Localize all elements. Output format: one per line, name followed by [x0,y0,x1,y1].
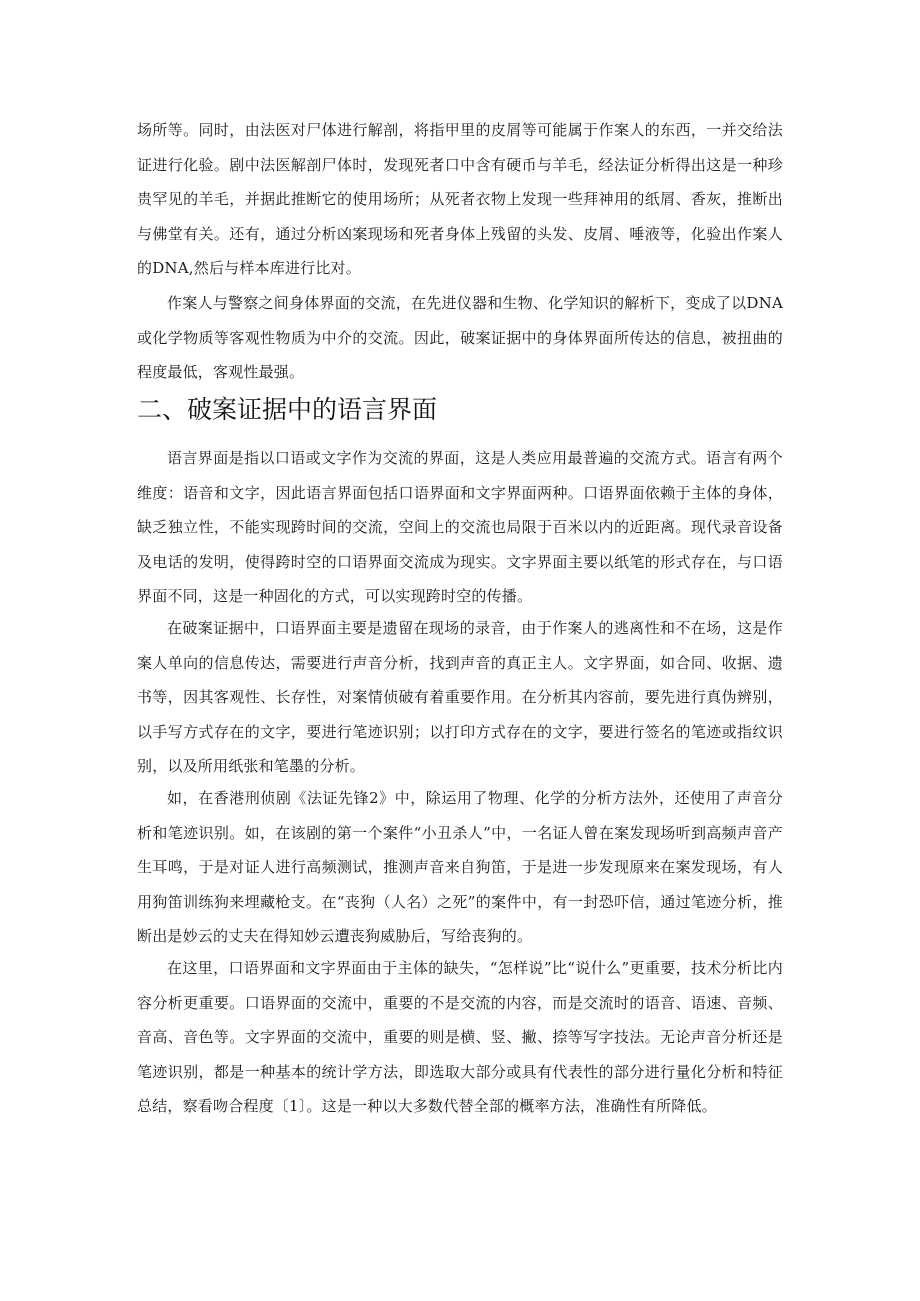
paragraph-body-interface-summary: 作案人与警察之间身体界面的交流，在先进仪器和生物、化学知识的解析下，变成了以DNA或化学物质等客观性物质为中介的交流。因此，破案证据中的身体界面所传达的信息，被扭曲的程度最低，客观性最强。 [137,294,783,381]
paragraph-evidence-analysis: 在破案证据中，口语界面主要是遗留在现场的录音，由于作案人的逃离性和不在场，这是作案人单向的信息传达，需要进行声音分析，找到声音的真正主人。文字界面，如合同、收据、遗书等，因其客观性、长存性，对案情侦破有着重要作用。在分析其内容前，要先进行真伪辨别，以手写方式存在的文字，要进行笔迹识别；以打印方式存在的文字，要进行签名的笔迹或指纹识别，以及所用纸张和笔墨的分析。 [137,619,783,775]
section-heading: 二、破案证据中的语言界面 [137,395,438,424]
paragraph-tv-drama-example: 如，在香港刑侦剧《法证先锋2》中，除运用了物理、化学的分析方法外，还使用了声音分析和笔迹识别。如，在该剧的第一个案件“小丑杀人”中，一名证人曾在案发现场听到高频声音产生耳鸣，于是对证人进行高频测试，推测声音来自狗笛，于是进一步发现原来在案发现场，有人用狗笛训练狗来埋藏枪支。在“丧狗（人名）之死”的案件中，有一封恐吓信，通过笔迹分析，推断出是妙云的丈夫在得知妙云遭丧狗威胁后，写给丧狗的。 [137,789,783,945]
paragraph-forensic-autopsy: 场所等。同时，由法医对尸体进行解剖，将指甲里的皮屑等可能属于作案人的东西，一并交给法证进行化验。剧中法医解剖尸体时，发现死者口中含有硬币与羊毛，经法证分析得出这是一种珍贵罕见的羊毛，并据此推断它的使用场所；从死者衣物上发现一些拜神用的纸屑、香灰，推断出与佛堂有关。还有，通过分析凶案现场和死者身体上残留的头发、皮屑、唾液等，化验出作案人的DNA,然后与样本库进行比对。 [137,121,783,277]
paragraph-technical-analysis: 在这里，口语界面和文字界面由于主体的缺失，“怎样说”比“说什么”更重要，技术分析比内容分析更重要。口语界面的交流中，重要的不是交流的内容，而是交流时的语音、语速、音频、音高、音色等。文字界面的交流中，重要的则是横、竖、撇、捺等写字技法。无论声音分析还是笔迹识别，都是一种基本的统计学方法，即选取大部分或具有代表性的部分进行量化分析和特征总结，察看吻合程度〔1〕。这是一种以大多数代替全部的概率方法，准确性有所降低。 [137,959,783,1115]
paragraph-language-interface-definition: 语言界面是指以口语或文字作为交流的界面，这是人类应用最普遍的交流方式。语言有两个维度：语音和文字，因此语言界面包括口语界面和文字界面两种。口语界面依赖于主体的身体，缺乏独立性，不能实现跨时间的交流，空间上的交流也局限于百米以内的近距离。现代录音设备及电话的发明，使得跨时空的口语界面交流成为现实。文字界面主要以纸笔的形式存在，与口语界面不同，这是一种固化的方式，可以实现跨时空的传播。 [137,449,783,605]
